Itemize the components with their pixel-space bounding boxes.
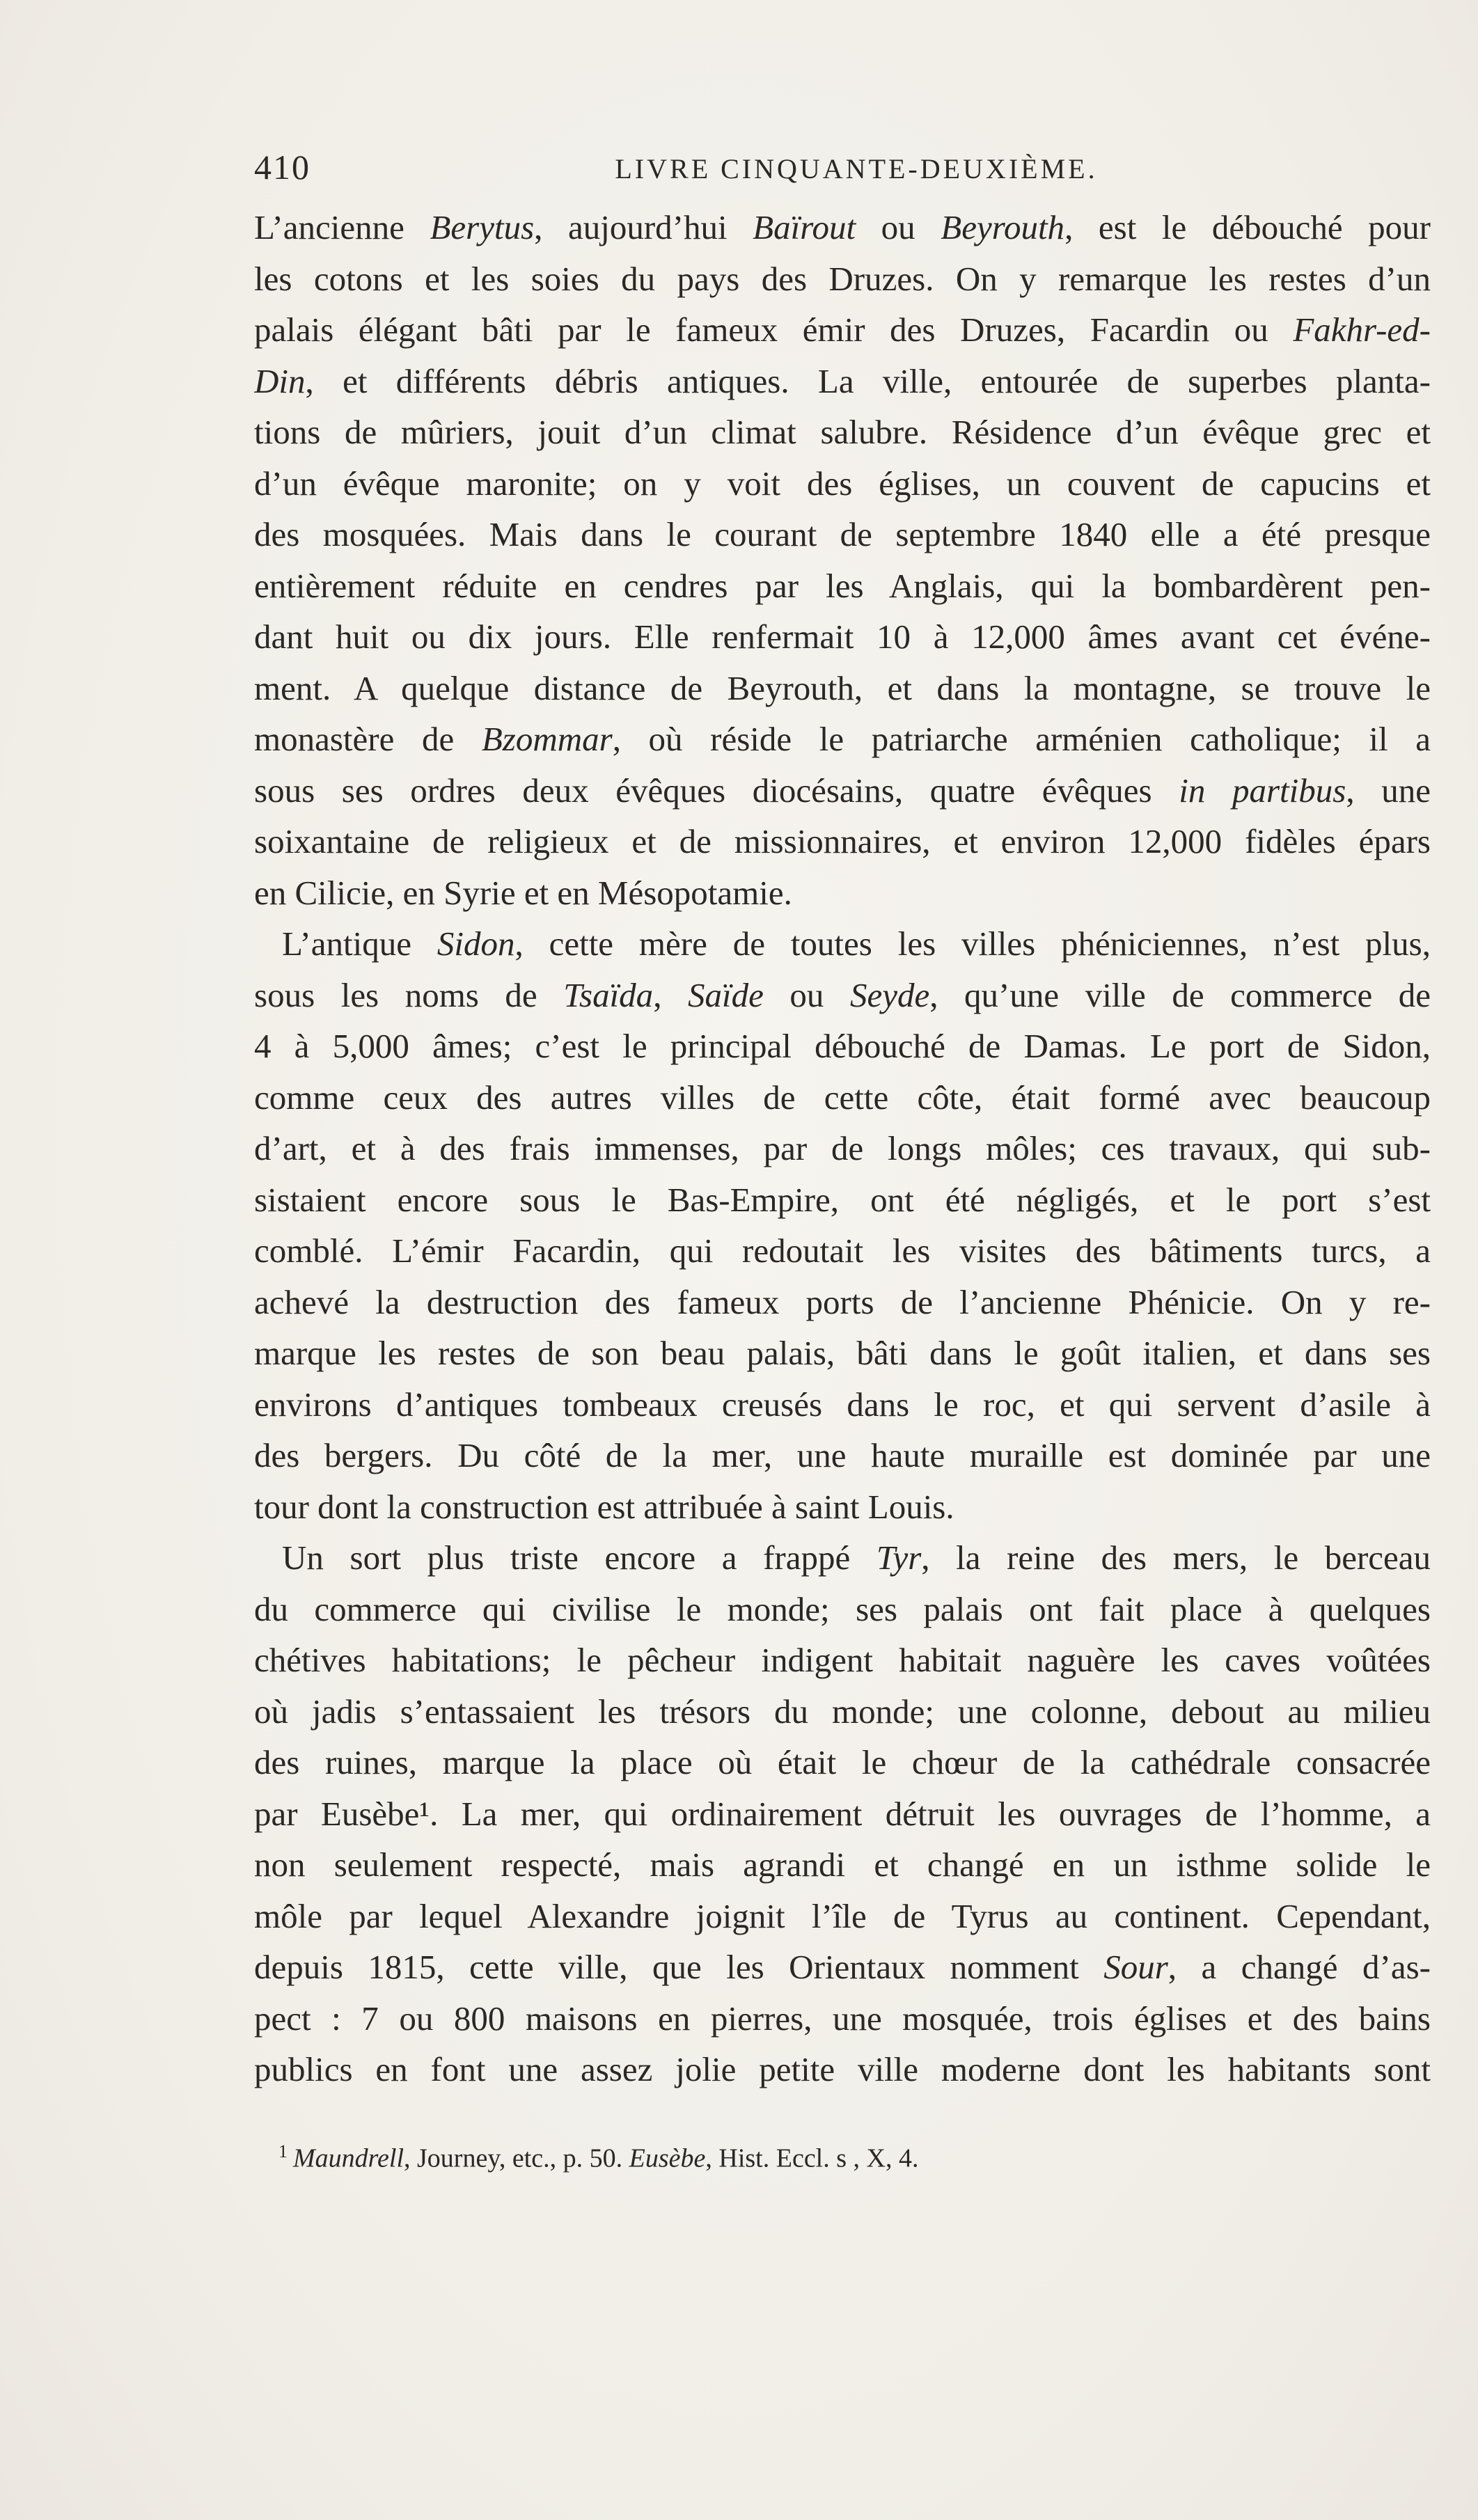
page-number: 410: [254, 148, 310, 187]
text-line: achevé la destruction des fameux ports de l’ancienne Phénicie. On y re-: [254, 1282, 1431, 1321]
text-line: comme ceux des autres villes de cette côte, était formé avec beaucoup: [254, 1078, 1431, 1117]
text-line: environs d’antiques tombeaux creusés dans le roc, et qui servent d’asile à: [254, 1385, 1431, 1424]
text-line: comblé. L’émir Facardin, qui redoutait les visites des bâtiments turcs, a: [254, 1231, 1431, 1270]
text-line: 4 à 5,000 âmes; c’est le principal débouché de Damas. Le port de Sidon,: [254, 1027, 1431, 1065]
text-line: palais élégant bâti par le fameux émir des Druzes, Facardin ou Fakhr-ed-: [254, 310, 1431, 349]
text-line: depuis 1815, cette ville, que les Orientaux nomment Sour, a changé d’as-: [254, 1948, 1431, 1986]
text-line: publics en font une assez jolie petite ville moderne dont les habitants sont: [254, 2050, 1431, 2088]
text-line: d’un évêque maronite; on y voit des églises, un couvent de capucins et: [254, 464, 1431, 503]
text-line: pect : 7 ou 800 maisons en pierres, une mosquée, trois églises et des bains: [254, 1999, 1431, 2038]
text-line: ment. A quelque distance de Beyrouth, et dans la montagne, se trouve le: [254, 668, 1431, 707]
text-line: sous ses ordres deux évêques diocésains, quatre évêques in partibus, une: [254, 771, 1431, 810]
paragraph-first-line: L’antique Sidon, cette mère de toutes les villes phéniciennes, n’est plus,: [282, 924, 1431, 963]
text-line: des mosquées. Mais dans le courant de septembre 1840 elle a été presque: [254, 515, 1431, 553]
text-line: Din, et différents débris antiques. La ville, entourée de superbes planta-: [254, 361, 1431, 400]
text-line: soixantaine de religieux et de missionnaires, et environ 12,000 fidèles épars: [254, 822, 1431, 860]
footnote-mark: 1: [278, 2141, 288, 2161]
text-line: des ruines, marque la place où était le chœur de la cathédrale consacrée: [254, 1743, 1431, 1781]
footnote-text: Maundrell, Journey, etc., p. 50. Eusèbe, Hist. Eccl. s , X, 4.: [293, 2143, 919, 2173]
text-line: monastère de Bzommar, où réside le patriarche arménien catholique; il a: [254, 720, 1431, 758]
text-line: L’ancienne Berytus, aujourd’hui Baïrout ou Beyrouth, est le débouché pour: [254, 208, 1431, 246]
text-line: môle par lequel Alexandre joignit l’île de Tyrus au continent. Cependant,: [254, 1896, 1431, 1935]
footnote: [278, 2134, 1253, 2176]
paragraph-first-line: Un sort plus triste encore a frappé Tyr, la reine des mers, le berceau: [282, 1538, 1431, 1577]
text-line: dant huit ou dix jours. Elle renfermait 10 à 12,000 âmes avant cet événe-: [254, 617, 1431, 656]
text-line: sistaient encore sous le Bas-Empire, ont été négligés, et le port s’est: [254, 1180, 1431, 1219]
running-title: LIVRE CINQUANTE-DEUXIÈME.: [615, 153, 1098, 184]
paragraph-end-line: en Cilicie, en Syrie et en Mésopotamie.: [254, 873, 792, 912]
paragraph-end-line: tour dont la construction est attribuée à saint Louis.: [254, 1487, 954, 1526]
text-line: des bergers. Du côté de la mer, une haute muraille est dominée par une: [254, 1436, 1431, 1474]
page-header: [254, 143, 1431, 191]
text-line: d’art, et à des frais immenses, par de longs môles; ces travaux, qui sub-: [254, 1129, 1431, 1167]
text-line: chétives habitations; le pêcheur indigent habitait naguère les caves voûtées: [254, 1641, 1431, 1679]
text-line: les cotons et les soies du pays des Druzes. On y remarque les restes d’un: [254, 259, 1431, 298]
text-line: où jadis s’entassaient les trésors du monde; une colonne, debout au milieu: [254, 1692, 1431, 1731]
text-line: du commerce qui civilise le monde; ses palais ont fait place à quelques: [254, 1589, 1431, 1628]
text-line: tions de mûriers, jouit d’un climat salubre. Résidence d’un évêque grec et: [254, 413, 1431, 451]
text-line: non seulement respecté, mais agrandi et changé en un isthme solide le: [254, 1845, 1431, 1884]
text-line: entièrement réduite en cendres par les Anglais, qui la bombardèrent pen-: [254, 566, 1431, 605]
body-text: [254, 202, 1431, 2095]
text-line: marque les restes de son beau palais, bâti dans le goût italien, et dans ses: [254, 1334, 1431, 1372]
text-line: par Eusèbe¹. La mer, qui ordinairement détruit les ouvrages de l’homme, a: [254, 1794, 1431, 1833]
text-line: sous les noms de Tsaïda, Saïde ou Seyde, qu’une ville de commerce de: [254, 975, 1431, 1014]
